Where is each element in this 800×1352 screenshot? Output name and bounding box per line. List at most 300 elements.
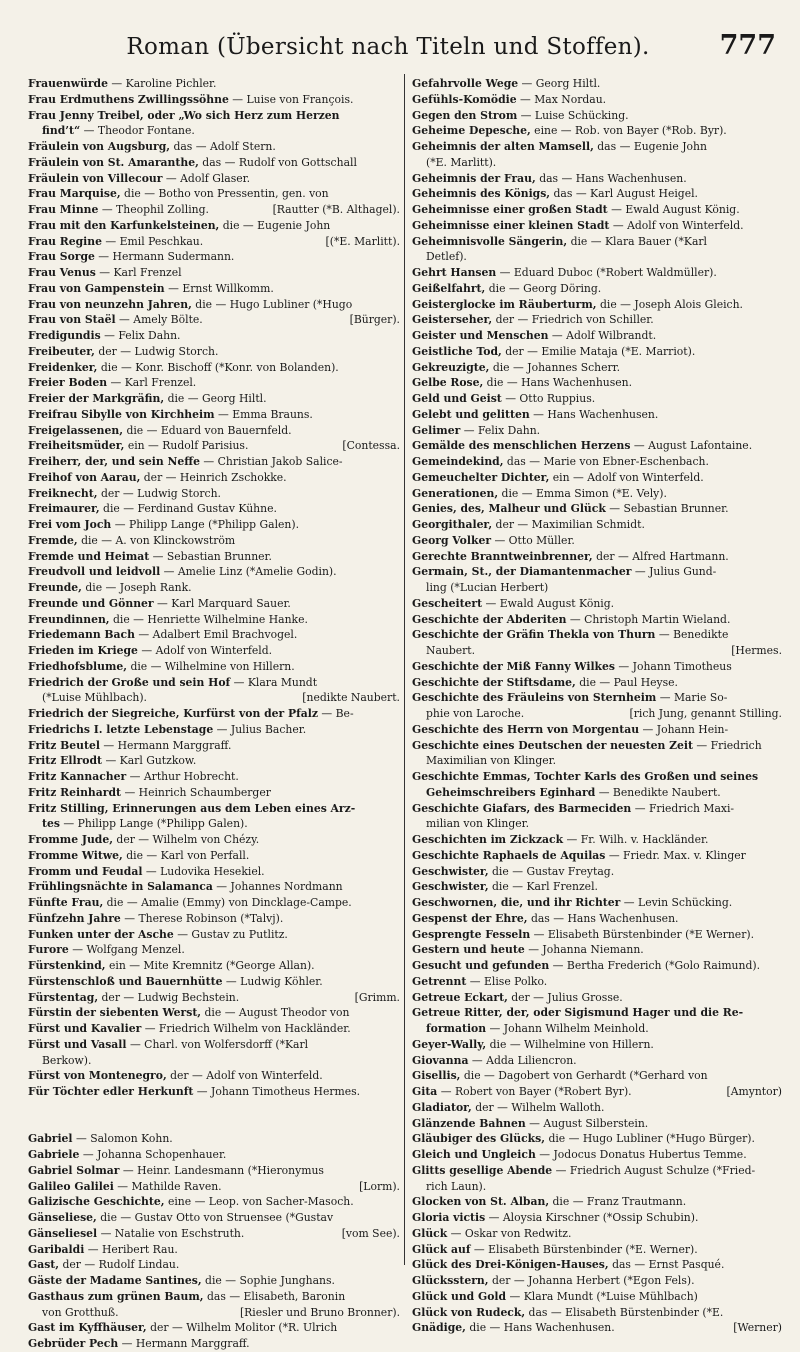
entry-author: — Salomon Kohn. — [72, 1132, 173, 1146]
entry-title: Frau von Gampenstein — [28, 281, 165, 295]
entry-title: Fürstentag, — [28, 990, 99, 1004]
entry-line — [28, 942, 400, 958]
entry-author: die — Konr. Bischoff (*Konr. von Bolanden). — [97, 360, 339, 374]
entry-author: die — A. von Klinckowström — [77, 533, 236, 547]
entry-line — [412, 990, 782, 1006]
entry-author: — Christian Jakob Salice- — [199, 455, 343, 468]
entry-author: — Eduard Duboc (*Robert Waldmüller). — [496, 266, 717, 279]
entry-line — [412, 958, 782, 974]
entry-author: die — Johannes Scherr. — [489, 360, 621, 374]
entry-line — [28, 832, 400, 848]
entry-title: Fräulein von St. Amaranthe, — [28, 155, 199, 169]
entry-overflow: [Lorm). — [359, 1179, 400, 1193]
entry-title: Gespenst der Ehre, — [412, 911, 528, 925]
entry-line — [412, 596, 782, 612]
entry-title: Genies, des, Malheur und Glück — [412, 502, 606, 516]
entry-text — [42, 690, 296, 706]
entry-author: das — Elisabeth, Baronin — [203, 1289, 346, 1303]
entry-author: phie von Laroche. — [426, 707, 525, 720]
entry-author: der — Johanna Herbert (*Egon Fels). — [488, 1274, 695, 1287]
entry-author: Detlef). — [426, 250, 467, 264]
entry-title: Getreue Eckart, — [412, 990, 508, 1004]
entry-title: Geld und Geist — [412, 392, 502, 405]
left-column — [28, 76, 400, 1352]
entry-author: — Emma Brauns. — [214, 407, 313, 421]
entry-line — [412, 879, 782, 895]
entry-line — [28, 470, 400, 486]
entry-author: das — Eugenie John — [593, 140, 707, 153]
entry-line — [412, 564, 782, 580]
entry-author: — Theophil Zolling. — [98, 203, 209, 216]
entry-title: Geheimnisvolle Sängerin, — [412, 234, 568, 248]
entry-line — [412, 1100, 782, 1116]
entry-line — [28, 1194, 400, 1210]
entry-author: — Friedrich August Schulze (*Fried- — [552, 1163, 756, 1177]
entry-author: — Adolf Wilbrandt. — [548, 329, 657, 342]
entry-title: Glücksstern, — [412, 1274, 489, 1287]
entry-line — [412, 722, 782, 738]
entry-line — [412, 375, 782, 391]
entry-line — [412, 927, 782, 943]
entry-title: Fromm und Feudal — [28, 864, 143, 878]
entry-line — [412, 1053, 782, 1069]
entry-title: Gasthaus zum grünen Baum, — [28, 1289, 204, 1303]
entry-author: — Johann Timotheus Hermes. — [193, 1085, 361, 1098]
entry-author: — August Silberstein. — [525, 1116, 649, 1130]
entry-line — [28, 1336, 400, 1352]
entry-title: Gladiator, — [412, 1100, 472, 1114]
entry-title: Frau von Staël — [28, 313, 116, 327]
entry-title: Garibaldi — [28, 1242, 85, 1256]
entry-author: milian von Klinger. — [426, 817, 530, 831]
entry-line — [28, 1005, 400, 1021]
entry-author: ein — Rudolf Parisius. — [124, 439, 249, 453]
entry-line — [412, 1320, 782, 1336]
entry-author: die — Franz Trautmann. — [549, 1195, 687, 1209]
entry-title: Geschichte des Herrn von Morgentau — [412, 722, 640, 736]
entry-author: eine — Rob. von Bayer (*Rob. Byr). — [530, 124, 727, 138]
entry-author: die — Joseph Alois Gleich. — [596, 297, 743, 311]
entry-title: Frei vom Joch — [28, 518, 112, 531]
entry-title: Freier Boden — [28, 376, 108, 390]
entry-title: Fremde und Heimat — [28, 549, 150, 563]
entry-line — [412, 155, 782, 171]
entry-line — [412, 1226, 782, 1242]
entry-title: Freiherr, der, und sein Neffe — [28, 455, 200, 468]
entry-text — [28, 312, 344, 328]
entry-line — [28, 123, 400, 139]
entry-author: — Ewald August König. — [607, 203, 740, 216]
entry-line — [412, 312, 782, 328]
entry-title: Geißelfahrt, — [412, 281, 486, 295]
entry-line — [412, 706, 782, 722]
entry-title: Fromme Witwe, — [28, 848, 123, 862]
entry-title: Gehrt Hansen — [412, 266, 497, 279]
entry-title: Frau Jenny Treibel, oder „Wo sich Herz zum Herzen — [28, 108, 340, 122]
entry-title: Generationen, — [412, 486, 499, 500]
entry-title: Freudvoll und leidvoll — [28, 565, 161, 579]
entry-line — [28, 171, 400, 187]
entry-author: die — Emma Simon (*E. Vely). — [498, 486, 667, 500]
entry-author: die — Georg Döring. — [485, 281, 602, 295]
entry-author: — Mathilde Raven. — [113, 1179, 222, 1193]
entry-author: der — Heinrich Zschokke. — [140, 470, 287, 484]
entry-overflow: [Werner) — [733, 1321, 782, 1335]
entry-title: Freihof von Aarau, — [28, 470, 141, 484]
entry-overflow: [Amyntor) — [726, 1085, 782, 1098]
entry-title: Georg Volker — [412, 533, 492, 547]
entry-author: — Emil Peschkau. — [101, 234, 204, 248]
entry-title: Freunde, — [28, 581, 82, 594]
entry-author: der — Maximilian Schmidt. — [492, 518, 645, 531]
entry-line — [412, 501, 782, 517]
entry-author: die — Wilhelmine von Hillern. — [127, 659, 295, 673]
entry-author: — Levin Schücking. — [620, 896, 733, 909]
entry-author: — Johann Hein- — [639, 722, 729, 736]
entry-author: — Benedikte — [655, 628, 729, 642]
entry-line — [28, 659, 400, 675]
entry-title: Gemälde des menschlichen Herzens — [412, 439, 631, 453]
entry-title: Fritz Beutel — [28, 738, 100, 752]
entry-author: — Marie So- — [656, 691, 728, 705]
entry-title: formation — [426, 1022, 487, 1035]
entry-title: find’t“ — [42, 124, 81, 138]
entry-author: — Adolf von Winterfeld. — [609, 218, 744, 232]
entry-line — [412, 1273, 782, 1289]
entry-author: die — Klara Bauer (*Karl — [567, 234, 708, 248]
entry-title: Frau Marquise, — [28, 187, 121, 201]
entry-line — [412, 533, 782, 549]
entry-title: Giovanna — [412, 1053, 469, 1067]
entry-line — [412, 864, 782, 880]
entry-author: — Hermann Marggraff. — [99, 738, 232, 752]
entry-line — [412, 1179, 782, 1195]
section-gap — [28, 1100, 400, 1116]
entry-text — [426, 643, 725, 659]
entry-title: Geschichte des Fräuleins von Sternheim — [412, 691, 657, 705]
entry-title: Gesprengte Fesseln — [412, 927, 531, 941]
page-header — [0, 30, 776, 66]
entry-author: — Adolf Glaser. — [162, 171, 251, 185]
entry-title: Frau von neunzehn Jahren, — [28, 297, 192, 311]
entry-title: Fremde, — [28, 533, 78, 547]
entry-author: — Christoph Martin Wieland. — [566, 612, 731, 626]
entry-author: — Felix Dahn. — [460, 423, 541, 437]
entry-title: Fritz Kannacher — [28, 770, 127, 783]
entry-author: — Hermann Sudermann. — [94, 250, 235, 264]
entry-author: (*Luise Mühlbach). — [42, 691, 147, 705]
entry-author: — Adolf von Winterfeld. — [137, 644, 273, 657]
entry-line — [28, 769, 400, 785]
entry-line — [28, 454, 400, 470]
entry-title: Glitts gesellige Abende — [412, 1163, 553, 1177]
entry-text — [28, 1179, 353, 1195]
entry-title: Geschwornen, die, und ihr Richter — [412, 896, 621, 909]
entry-line — [412, 186, 782, 202]
entry-author: — Aloysia Kirschner (*Ossip Schubin). — [485, 1211, 699, 1224]
entry-line — [28, 1305, 400, 1321]
entry-author: — Elise Polko. — [466, 974, 548, 988]
entry-title: Glück — [412, 1226, 448, 1240]
entry-line — [28, 202, 400, 218]
entry-title: Freifrau Sibylle von Kirchheim — [28, 407, 215, 421]
entry-title: Gäste der Madame Santines, — [28, 1274, 202, 1287]
entry-author: — Friedrich Maxi- — [631, 801, 735, 815]
entry-title: Frühlingsnächte in Salamanca — [28, 880, 213, 894]
entry-title: Fürst und Kavalier — [28, 1022, 142, 1035]
entry-author: die — Karl von Perfall. — [122, 848, 250, 862]
entry-overflow: [rich Jung, genannt Stilling. — [629, 707, 782, 720]
page-number: 777 — [719, 30, 776, 61]
entry-author: die — Sophie Junghans. — [201, 1274, 335, 1287]
entry-line — [28, 564, 400, 580]
entry-line — [412, 1289, 782, 1305]
entry-author: der — Alfred Hartmann. — [592, 549, 729, 563]
entry-overflow: [Rautter (*B. Althagel). — [272, 203, 400, 216]
entry-title: Gestern und heute — [412, 943, 525, 957]
entry-line — [28, 312, 400, 328]
entry-author: das — Elisabeth Bürstenbinder (*E. — [525, 1305, 724, 1319]
entry-title: Gast, — [28, 1258, 60, 1272]
entry-title: Geheimnisse einer kleinen Stadt — [412, 218, 610, 232]
entry-author: — Bertha Frederich (*Golo Raimund). — [549, 959, 761, 972]
entry-author: — Klara Mundt — [230, 675, 318, 689]
entry-line — [28, 1320, 400, 1336]
entry-line — [412, 218, 782, 234]
entry-title: Gelbe Rose, — [412, 376, 484, 390]
entry-author: — Jodocus Donatus Hubertus Temme. — [535, 1148, 747, 1161]
entry-line — [412, 1257, 782, 1273]
entry-author: (*E. Marlitt). — [426, 155, 497, 169]
entry-author: die — Gustav Freytag. — [488, 864, 615, 878]
entry-author: — August Lafontaine. — [630, 439, 753, 453]
entry-line — [28, 643, 400, 659]
entry-line — [28, 612, 400, 628]
entry-author: — Adalbert Emil Brachvogel. — [134, 628, 298, 642]
entry-author: die — Botho von Pressentin, gen. von — [120, 187, 329, 201]
entry-title: Geister und Menschen — [412, 329, 549, 342]
column-divider — [404, 74, 405, 1265]
entry-line — [28, 722, 400, 738]
entry-title: tes — [42, 817, 60, 831]
entry-title: Geheimnis der Frau, — [412, 171, 536, 185]
entry-author: — Robert von Bayer (*Robert Byr). — [437, 1085, 632, 1098]
entry-title: Galizische Geschichte, — [28, 1195, 165, 1209]
entry-line — [412, 1305, 782, 1321]
entry-title: Gemeindekind, — [412, 455, 504, 468]
entry-line — [412, 832, 782, 848]
entry-overflow: [Grimm. — [354, 990, 400, 1004]
entry-title: Glänzende Bahnen — [412, 1116, 526, 1130]
entry-line — [412, 123, 782, 139]
entry-author: — Friedr. Max. v. Klinger — [605, 848, 746, 862]
entry-title: Gescheitert — [412, 596, 483, 610]
entry-author: Maximilian von Klinger. — [426, 754, 557, 768]
entry-title: Frau Venus — [28, 266, 96, 279]
entry-line — [28, 1084, 400, 1100]
entry-line — [28, 1257, 400, 1273]
entry-line — [412, 108, 782, 124]
entry-author: — Karl Marquard Sauer. — [153, 596, 291, 610]
entry-author: — Fr. Wilh. v. Hackländer. — [563, 833, 709, 846]
entry-author: — Be- — [317, 707, 354, 720]
entry-line — [412, 1021, 782, 1037]
entry-title: Fürst und Vasall — [28, 1037, 127, 1051]
entry-title: Getrennt — [412, 974, 467, 988]
entry-line — [412, 454, 782, 470]
entry-title: Geschichte Emmas, Tochter Karls des Großen und seines — [412, 770, 759, 783]
entry-author: der — Ludwig Storch. — [94, 344, 219, 358]
entry-title: Fünfte Frau, — [28, 896, 104, 909]
entry-line — [412, 92, 782, 108]
entry-author: der — Wilhelm von Chézy. — [112, 833, 260, 846]
entry-title: Getreue Ritter, der, oder Sigismund Hager und die Re- — [412, 1006, 744, 1020]
entry-title: Geschichten im Zickzack — [412, 833, 564, 846]
entry-author: — Oskar von Redwitz. — [447, 1226, 572, 1240]
entry-author: — Johannes Nordmann — [212, 880, 343, 894]
entry-line — [412, 1005, 782, 1021]
entry-line — [412, 974, 782, 990]
entry-line — [412, 911, 782, 927]
entry-line — [412, 549, 782, 565]
entry-line — [28, 423, 400, 439]
entry-text — [426, 706, 624, 722]
entry-author: — Julius Gund- — [631, 565, 717, 579]
entry-line — [28, 1210, 400, 1226]
entry-title: Frau Minne — [28, 203, 99, 216]
entry-author: — Julius Bacher. — [213, 722, 307, 736]
entry-author: — Natalie von Eschstruth. — [97, 1226, 245, 1240]
entry-line — [412, 360, 782, 376]
entry-line — [28, 155, 400, 171]
entry-line — [28, 816, 400, 832]
entry-title: Freimaurer, — [28, 502, 100, 516]
entry-title: Geyer-Wally, — [412, 1037, 487, 1051]
entry-author: — Amely Bölte. — [115, 313, 203, 327]
entry-title: Freibeuter, — [28, 344, 95, 358]
entry-author: das — Karl August Heigel. — [550, 187, 698, 201]
entry-title: Gesucht und gefunden — [412, 959, 550, 972]
entry-title: Glück von Rudeck, — [412, 1305, 526, 1319]
entry-line — [412, 769, 782, 785]
entry-text — [28, 990, 349, 1006]
entry-author: die — Hugo Lubliner (*Hugo — [191, 297, 353, 311]
entry-author: — Johanna Schopenhauer. — [79, 1148, 227, 1161]
entry-title: Frau Erdmuthens Zwillingssöhne — [28, 92, 229, 106]
entry-title: Gänseliese, — [28, 1211, 97, 1224]
entry-author: — Hermann Marggraff. — [118, 1337, 250, 1350]
entry-author: Berkow). — [42, 1053, 92, 1067]
entry-line — [28, 1179, 400, 1195]
entry-title: Friedemann Bach — [28, 628, 135, 642]
entry-title: Gnädige, — [412, 1321, 466, 1335]
entry-title: Freier der Markgräfin, — [28, 392, 165, 405]
entry-line — [28, 92, 400, 108]
entry-line — [28, 234, 400, 250]
entry-author: der — Wilhelm Molitor (*R. Ulrich — [146, 1321, 338, 1335]
entry-title: Gefühls-Komödie — [412, 92, 517, 106]
entry-title: Freundinnen, — [28, 612, 110, 626]
entry-author: die — Gustav Otto von Struensee (*Gustav — [96, 1211, 334, 1224]
entry-line — [28, 517, 400, 533]
entry-author: — Klara Mundt (*Luise Mühlbach) — [506, 1289, 698, 1303]
entry-line — [28, 596, 400, 612]
entry-author: — Benedikte Naubert. — [595, 785, 721, 799]
entry-title: Friedrichs I. letzte Lebenstage — [28, 722, 214, 736]
entry-line — [412, 942, 782, 958]
entry-author: der — Emilie Mataja (*E. Marriot). — [501, 344, 696, 358]
entry-line — [28, 486, 400, 502]
entry-title: Frieden im Kriege — [28, 644, 138, 657]
entry-line — [28, 785, 400, 801]
entry-title: Geheimnisse einer großen Stadt — [412, 203, 608, 216]
entry-title: Gänseliesel — [28, 1226, 98, 1240]
entry-line — [28, 1021, 400, 1037]
entry-overflow: [(*E. Marlitt). — [325, 234, 400, 248]
entry-title: Frauenwürde — [28, 77, 108, 90]
entry-author: der — Ludwig Storch. — [97, 486, 221, 500]
entry-title: Friedrich der Große und sein Hof — [28, 675, 231, 689]
entry-title: Freigelassenen, — [28, 423, 124, 437]
entry-author: die — Georg Hiltl. — [164, 392, 267, 405]
entry-author: die — Hans Wachenhusen. — [483, 376, 633, 390]
entry-title: Geschichte der Abderiten — [412, 612, 567, 626]
entry-author: das — Adolf Stern. — [170, 140, 276, 153]
entry-text — [28, 438, 336, 454]
entry-line — [28, 297, 400, 313]
entry-line — [412, 738, 782, 754]
entry-line — [28, 186, 400, 202]
entry-line — [412, 265, 782, 281]
entry-author: — Georg Hiltl. — [518, 77, 601, 90]
entry-title: Fräulein von Villecour — [28, 171, 163, 185]
entry-line — [412, 753, 782, 769]
entry-line — [412, 76, 782, 92]
entry-author: der — Julius Grosse. — [507, 990, 623, 1004]
entry-title: Frau mit den Karfunkelsteinen, — [28, 218, 220, 232]
entry-line — [412, 1131, 782, 1147]
entry-line — [28, 895, 400, 911]
entry-author: — Elisabeth Bürstenbinder (*E Werner). — [530, 927, 754, 941]
entry-author: — Heinrich Schaumberger — [121, 785, 271, 799]
entry-author: — Amelie Linz (*Amelie Godin). — [160, 565, 337, 579]
entry-line — [28, 911, 400, 927]
entry-title: Geisterseher, — [412, 313, 493, 327]
entry-author: — Theodor Fontane. — [80, 124, 195, 138]
entry-line — [28, 738, 400, 754]
entry-title: Gita — [412, 1085, 438, 1098]
entry-line — [412, 1116, 782, 1132]
entry-title: Frau Regine — [28, 234, 102, 248]
entry-title: Furore — [28, 943, 69, 957]
entry-author: — Hans Wachenhusen. — [529, 407, 659, 421]
entry-line — [412, 659, 782, 675]
entry-line — [412, 470, 782, 486]
entry-line — [28, 407, 400, 423]
entry-line — [28, 344, 400, 360]
entry-title: Glocken von St. Alban, — [412, 1195, 550, 1209]
entry-line — [412, 580, 782, 596]
entry-line — [412, 202, 782, 218]
entry-title: Geistliche Tod, — [412, 344, 502, 358]
entry-line — [412, 816, 782, 832]
entry-line — [28, 360, 400, 376]
entry-line — [28, 675, 400, 691]
entry-line — [28, 958, 400, 974]
entry-author: die — Amalie (Emmy) von Dincklage-Campe. — [103, 896, 352, 909]
entry-author: der — Wilhelm Walloth. — [471, 1100, 605, 1114]
entry-title: Geheimnis der alten Mamsell, — [412, 140, 594, 153]
